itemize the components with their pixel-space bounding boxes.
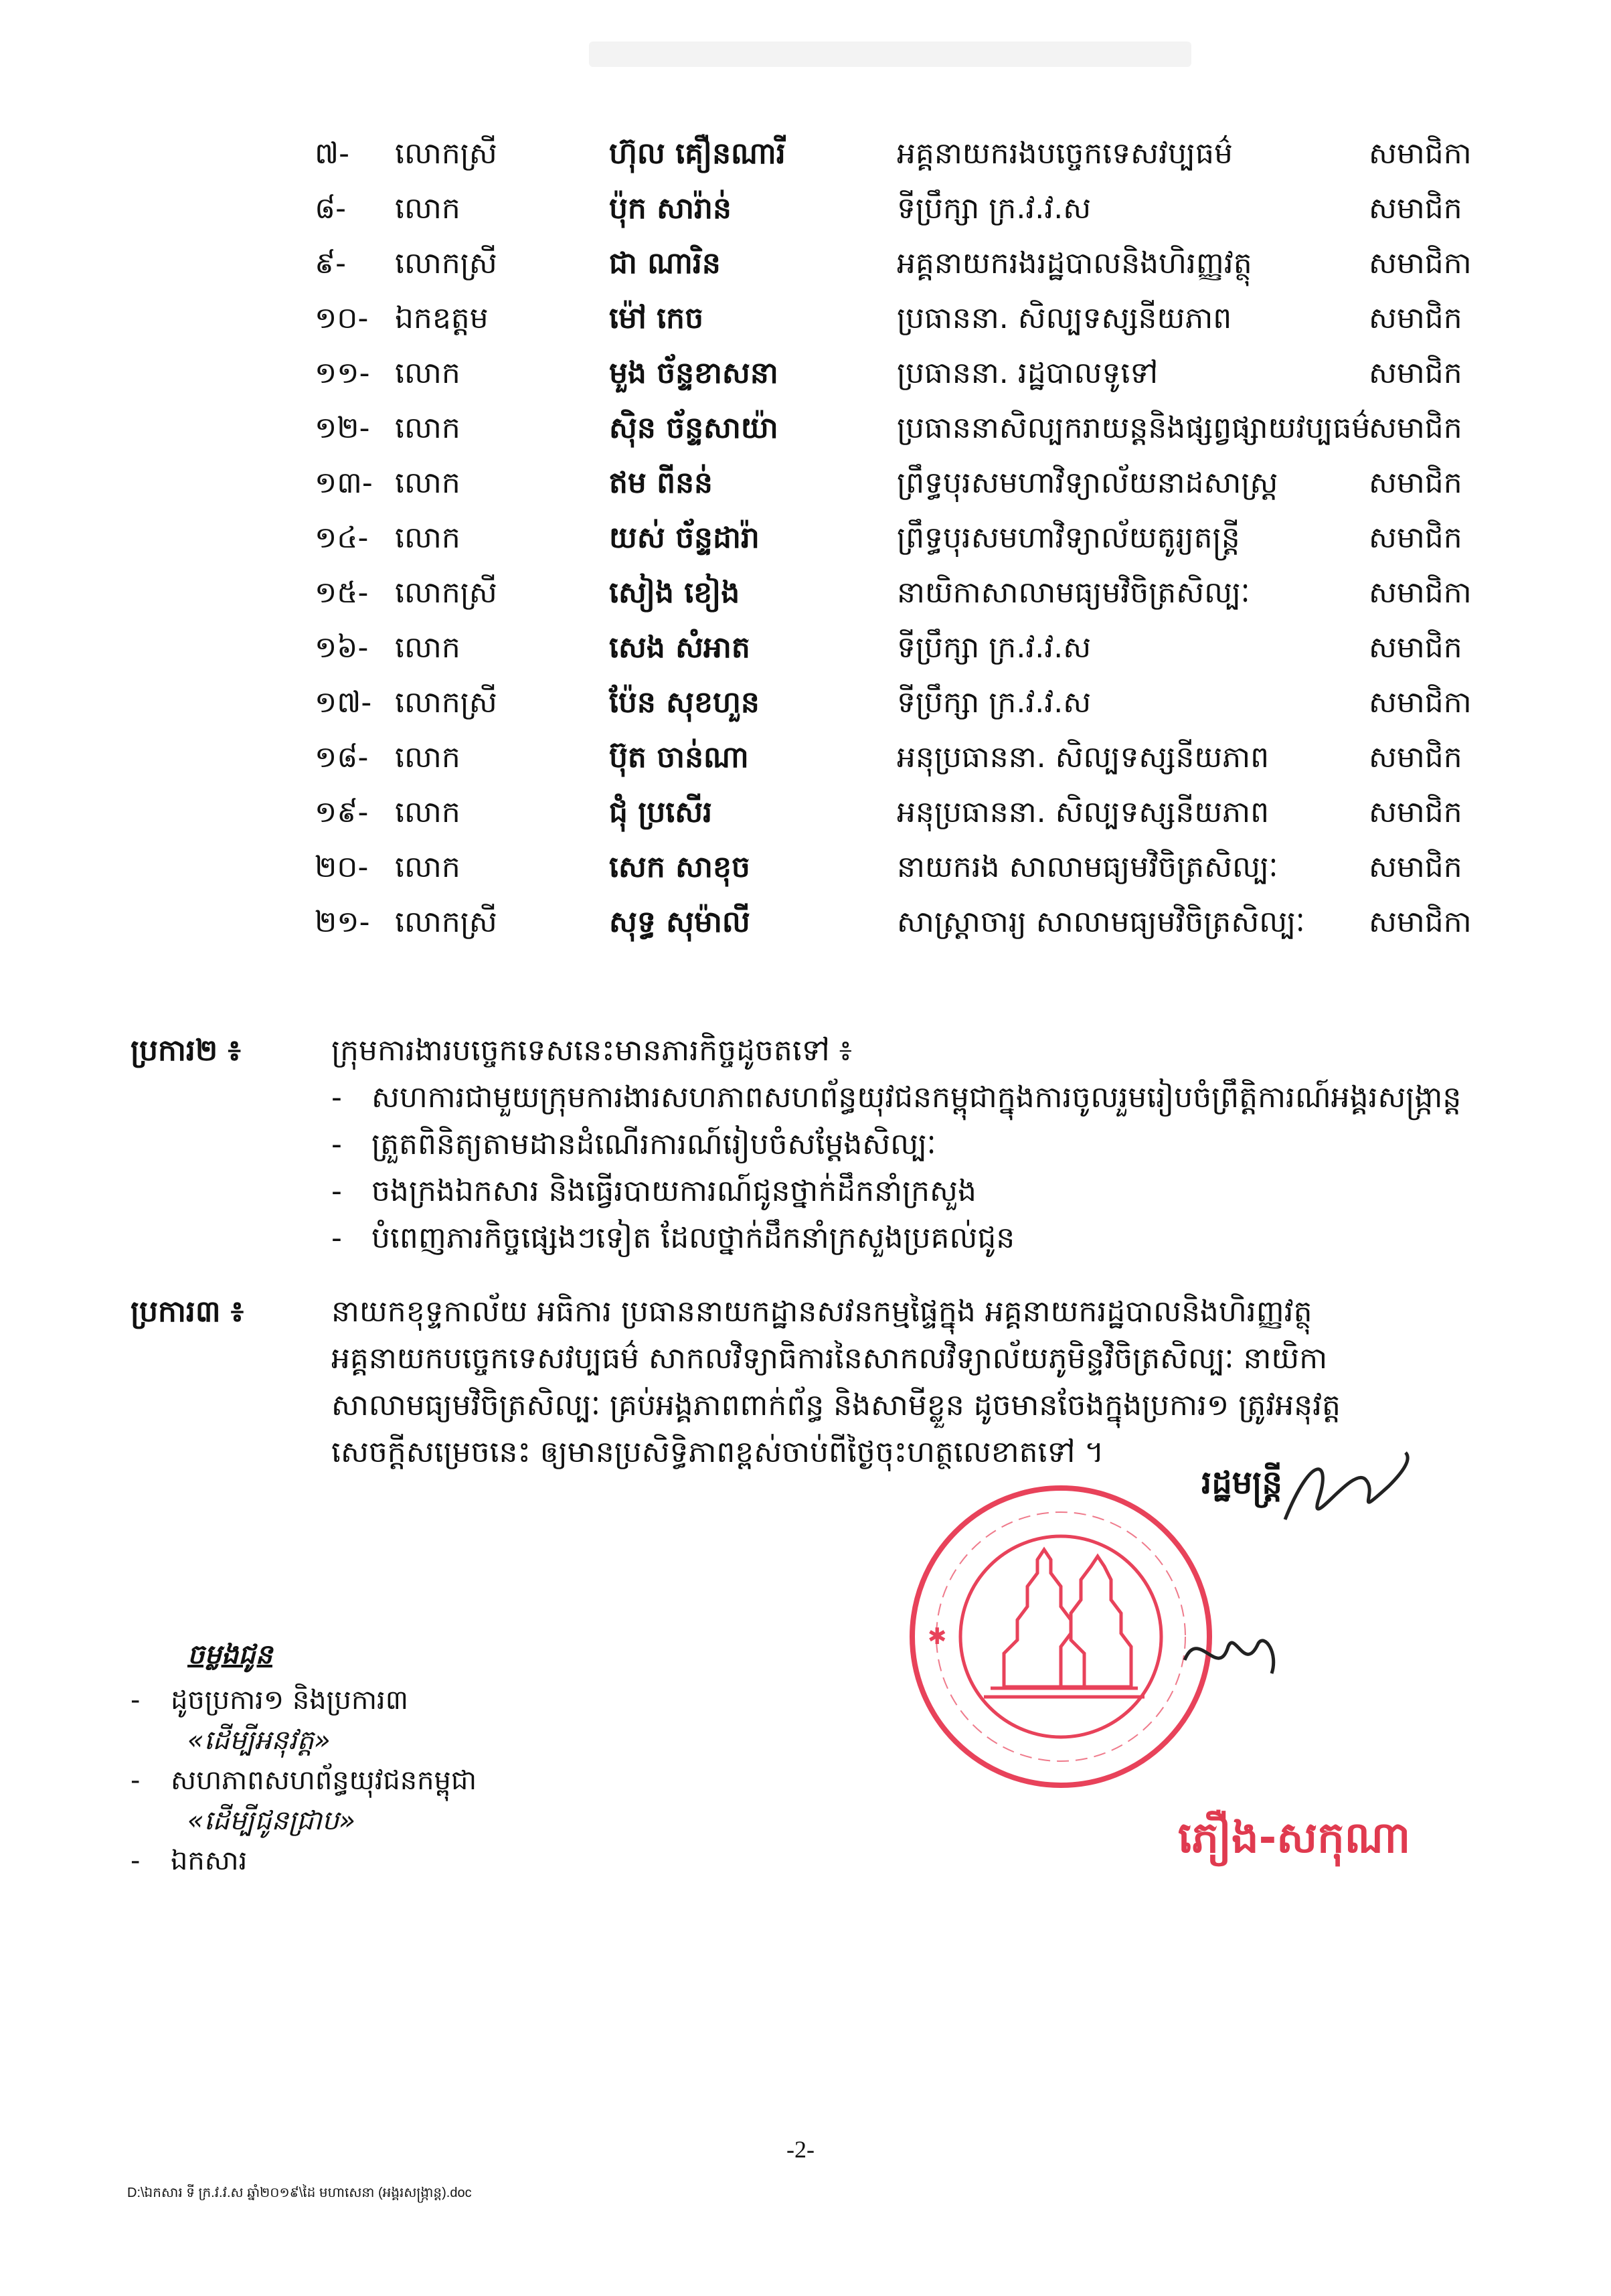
member-title: លោកស្រី bbox=[395, 137, 497, 171]
member-role: សមាជិក bbox=[1369, 466, 1462, 500]
member-number: ១៤- bbox=[315, 521, 369, 555]
signature-scribble bbox=[1272, 1439, 1419, 1546]
member-row bbox=[315, 515, 1493, 562]
initial-scribble bbox=[1178, 1620, 1285, 1694]
member-role: សមាជិក bbox=[1369, 191, 1462, 226]
member-number: ១៥- bbox=[315, 576, 369, 610]
member-title: លោក bbox=[395, 521, 460, 555]
article-2-body bbox=[331, 1028, 1482, 1262]
member-number: ១០- bbox=[315, 301, 369, 335]
member-role: សមាជិក bbox=[1369, 411, 1462, 445]
signer-name: ភឿង-សកុណា bbox=[1178, 1813, 1411, 1863]
member-role: សមាជិក bbox=[1369, 521, 1462, 555]
member-title: លោកស្រី bbox=[395, 905, 497, 939]
member-name: សុទ្ធ សុម៉ាលី bbox=[609, 905, 750, 939]
article-3-line: អគ្គនាយកបច្ចេកទេសវប្បធម៌ សាកលវិទ្យាធិការនៃសាកលវិទ្យាល័យភូមិន្ទវិចិត្រសិល្បៈ នាយិកា bbox=[331, 1341, 1328, 1376]
member-row bbox=[315, 131, 1493, 177]
member-position: សាស្ត្រាចារ្យ សាលាមធ្យមវិចិត្រសិល្បៈ bbox=[897, 905, 1305, 939]
member-name: សេង សំអាត bbox=[609, 631, 750, 665]
member-row bbox=[315, 734, 1493, 781]
article-3-line: នាយកខុទ្ទកាល័យ អធិការ ប្រធាននាយកដ្ឋានសវនកម្មផ្ទៃក្នុង អគ្គនាយករដ្ឋបាលនិងហិរញ្ញវត្ថុ bbox=[331, 1295, 1312, 1329]
distribution-item-note: «ដើម្បីជូនជ្រាប» bbox=[187, 1805, 355, 1836]
member-role: សមាជិកា bbox=[1369, 685, 1472, 720]
distribution-item-text: ដូចប្រការ១ និងប្រការ៣ bbox=[171, 1685, 408, 1716]
member-number: ១៣- bbox=[315, 466, 373, 500]
member-position: ប្រធាននាសិល្បករាយន្តនិងផ្សព្វផ្សាយវប្បធម៌ bbox=[897, 411, 1371, 445]
member-name: ប៊ុត ចាន់ណា bbox=[609, 740, 749, 774]
member-name: មួង ច័ន្ទខាសនា bbox=[609, 356, 778, 390]
member-row bbox=[315, 789, 1493, 836]
member-title: លោក bbox=[395, 356, 460, 390]
member-role: សមាជិក bbox=[1369, 795, 1462, 829]
member-role: សមាជិកា bbox=[1369, 576, 1472, 610]
member-number: ៧- bbox=[315, 137, 349, 171]
task-item: - ចងក្រងឯកសារ និងធ្វើរបាយការណ៍ជូនថ្នាក់ដឹកនាំក្រសួង bbox=[331, 1168, 1482, 1215]
member-title: លោកស្រី bbox=[395, 685, 497, 720]
member-name: សេក សាខុច bbox=[609, 850, 750, 884]
member-position: អនុប្រធាននា. សិល្បទស្សនីយភាព bbox=[897, 795, 1270, 829]
member-role: សមាជិកា bbox=[1369, 137, 1472, 171]
distribution-title: ចម្លងជូន bbox=[187, 1639, 272, 1670]
faded-header-band bbox=[589, 42, 1191, 67]
task-item: - បំពេញភារកិច្ចផ្សេងៗទៀត ដែលថ្នាក់ដឹកនាំក្រសួងប្រគល់ជូន bbox=[331, 1215, 1482, 1262]
member-name: ឥម ពីនន់ bbox=[609, 466, 713, 500]
minister-title: រដ្ឋមន្ត្រី bbox=[1201, 1464, 1282, 1501]
member-row bbox=[315, 460, 1493, 507]
member-title: លោក bbox=[395, 631, 460, 665]
task-item: - ត្រួតពិនិត្យតាមដានដំណើរការណ៍រៀបចំសម្តែងសិល្បៈ bbox=[331, 1121, 1482, 1168]
article-3-line: សេចក្តីសម្រេចនេះ ឲ្យមានប្រសិទ្ធិភាពខ្ពស់ចាប់ពីថ្ងៃចុះហត្ថលេខាតទៅ ។ bbox=[331, 1435, 1104, 1469]
member-row bbox=[315, 899, 1493, 946]
distribution-item-text: ឯកសារ bbox=[171, 1846, 248, 1876]
member-title: លោក bbox=[395, 466, 460, 500]
member-title: លោក bbox=[395, 411, 460, 445]
member-name: សៀង ខៀង bbox=[609, 576, 740, 610]
member-title: លោកស្រី bbox=[395, 576, 497, 610]
member-position: អគ្គនាយករងរដ្ឋបាលនិងហិរញ្ញវត្ថុ bbox=[897, 246, 1252, 280]
member-name: ហ៊ុល គឿនណារី bbox=[609, 137, 786, 171]
article-2-intro: ក្រុមការងារបច្ចេកទេសនេះមានភារកិច្ចដូចតទៅ ៖ bbox=[331, 1034, 852, 1068]
member-role: សមាជិក bbox=[1369, 356, 1462, 390]
distribution-item-note: «ដើម្បីអនុវត្ត» bbox=[187, 1725, 331, 1756]
member-title: ឯកឧត្តម bbox=[395, 301, 489, 335]
member-position: នាយករង សាលាមធ្យមវិចិត្រសិល្បៈ bbox=[897, 850, 1278, 884]
member-name: ជា ណារិន bbox=[609, 246, 721, 280]
member-role: សមាជិក bbox=[1369, 301, 1462, 335]
document-page: ៧- លោកស្រី ហ៊ុល គឿនណារី អគ្គនាយករងបច្ចេកទេសវប្បធម៌ សមាជិកា ៨- លោក ប៉ុក សារ៉ាន់ ទីប្រឹក្សា ក្រ.វ.វ.ស សមាជិក ៩- លោកស្រី ជា ណារិន អគ្គនាយករងរដ្ឋបាលនិងហិរញ្ញវត្ថុ សមាជិកា ១០- ឯកឧត្តម ម៉ៅ កេច ប្រធាននា. សិល្បទស្សនីយភាព សមាជិក ១១- លោក មួង ច័ន្ទខាសនា ប្រធាននា. រដ្ឋបាលទូទៅ សមាជិក ១២- លោក ស៊ិន ច័ន្ទសាយ៉ា ប្រធាននាសិល្បករាយន្តនិងផ្សព្វផ្សាយវប្បធម៌ សមាជិក ១៣- លោក ឥម ពីនន់ ព្រឹទ្ធបុរសមហាវិទ្យាល័យនាដសាស្ត្រ សមាជិក ១៤- លោក យស់ ច័ន្ទដារ៉ា ព្រឹទ្ធបុរសមហាវិទ្យាល័យតូរ្យតន្ត្រី សមាជិក ១៥- លោកស្រី សៀង ខៀង នាយិកាសាលាមធ្យមវិចិត្រសិល្បៈ សមាជិកា ១៦- លោក សេង សំអាត ទីប្រឹក្សា ក្រ.វ.វ.ស សមាជិក ១៧- លោកស្រី ប៉ែន សុខហួន ទីប្រឹក្សា ក្រ.វ.វ.ស សមាជិកា ១៨- លោក ប៊ុត ចាន់ណា អនុប្រធាននា. សិល្បទស្សនីយភាព សមាជិក ១៩- លោក ជុំ ប្រសើរ អនុប្រធាននា. សិល្បទស្សនីយភាព សមាជិក ២០- លោក សេក សាខុច នាយករង សាលាមធ្យមវិចិត្រសិល្បៈ សមាជិក ២១- លោកស្រី សុទ្ធ សុម៉ាលី សាស្ត្រាចារ្យ សាលាមធ្យមវិចិត្រសិល្បៈ សមាជិកា ប្រការ២ ៖ ក្រុមការងារបច្ចេកទេសនេះមានភារកិច្ចដូចតទៅ ៖ - សហការជាមួយក្រុមការងារសហភាពសហព័ន្ធយុវជនកម្ពុជាក្នុងការចូលរួមរៀបចំព្រឹត្តិការណ៍អង្គរសង្ក្រាន្ត - ត្រួតពិនិត្យតាមដានដំណើរការណ៍រៀបចំសម្តែងសិល្បៈ - ចងក្រងឯកសារ និងធ្វើរបាយការណ៍ជូនថ្នាក់ដឹកនាំក្រសួង - បំពេញភារកិច្ចផ្សេងៗទៀត ដែលថ្នាក់ដឹកនាំក្រសួងប្រគល់ជូន ប្រការ៣ ៖ នាយកខុទ្ទកាល័យ អធិការ ប្រធាននាយកដ្ឋានសវនកម្មផ្ទៃក្នុង អគ្គនាយករដ្ឋបាលនិងហិរញ្ញវត្ថុ អគ្គនាយកបច្ចេកទេសវប្បធម៌ សាកលវិទ្យាធិការនៃសាកលវិទ្យាល័យភូមិន្ទវិចិត្រសិល្បៈ នាយិកា សាលាមធ្យមវិចិត្រសិល្បៈ គ្រប់អង្គភាពពាក់ព័ន្ធ និងសាមីខ្លួន ដូចមានចែងក្នុងប្រការ១ ត្រូវអនុវត្ត សេចក្តីសម្រេចនេះ ឲ្យមានប្រសិទ្ធិភាពខ្ពស់ចាប់ពីថ្ងៃចុះហត្ថលេខាតទៅ ។ ✱ រដ្ឋមន្ត្រី ភឿង-សកុណា ចម្លងជូន - ដូចប្រការ១ និងប្រការ៣ «ដើម្បីអនុវត្ត» - សហភាពសហព័ន្ធយុវជនកម្ពុជា «ដើម្បីជូនជ្រាប» - ឯកសារ -2- D:\ឯកសារ ទី ក្រ.វ.វ.ស ឆ្នាំ២០១៩\ដៃ មហាសេនា (អង្គរសង្ក្រាន្ត).doc bbox=[0, 0, 1611, 2296]
member-title: លោកស្រី bbox=[395, 246, 497, 280]
member-title: លោក bbox=[395, 191, 460, 226]
member-row bbox=[315, 625, 1493, 671]
article-2-task-list bbox=[331, 1074, 1482, 1262]
member-name: ប៉ុក សារ៉ាន់ bbox=[609, 191, 732, 226]
member-number: ២០- bbox=[315, 850, 369, 884]
member-position: អនុប្រធាននា. សិល្បទស្សនីយភាព bbox=[897, 740, 1270, 774]
member-role: សមាជិក bbox=[1369, 631, 1462, 665]
member-number: ៨- bbox=[315, 191, 347, 226]
article-2-label: ប្រការ២ ៖ bbox=[131, 1034, 241, 1068]
member-row bbox=[315, 295, 1493, 342]
member-name: យស់ ច័ន្ទដារ៉ា bbox=[609, 521, 760, 555]
page-number: -2- bbox=[786, 2136, 815, 2163]
member-title: លោក bbox=[395, 795, 460, 829]
member-position: ប្រធាននា. រដ្ឋបាលទូទៅ bbox=[897, 356, 1159, 390]
member-row bbox=[315, 679, 1493, 726]
member-title: លោក bbox=[395, 740, 460, 774]
member-title: លោក bbox=[395, 850, 460, 884]
member-row bbox=[315, 350, 1493, 397]
official-seal-stamp bbox=[904, 1479, 1218, 1794]
member-number: ៩- bbox=[315, 246, 347, 280]
member-number: ១៨- bbox=[315, 740, 369, 774]
member-row bbox=[315, 844, 1493, 891]
member-role: សមាជិក bbox=[1369, 850, 1462, 884]
member-role: សមាជិក bbox=[1369, 740, 1462, 774]
member-position: ទីប្រឹក្សា ក្រ.វ.វ.ស bbox=[897, 685, 1092, 720]
member-row bbox=[315, 405, 1493, 452]
member-row bbox=[315, 240, 1493, 287]
member-number: ១១- bbox=[315, 356, 370, 390]
member-number: ២១- bbox=[315, 905, 370, 939]
article-3-line: សាលាមធ្យមវិចិត្រសិល្បៈ គ្រប់អង្គភាពពាក់ព័ន្ធ និងសាមីខ្លួន ដូចមានចែងក្នុងប្រការ១ ត្រូវអនុវត្ត bbox=[331, 1388, 1341, 1422]
distribution-item-text: សហភាពសហព័ន្ធយុវជនកម្ពុជា bbox=[171, 1765, 477, 1796]
member-position: នាយិកាសាលាមធ្យមវិចិត្រសិល្បៈ bbox=[897, 576, 1250, 610]
member-number: ១៩- bbox=[315, 795, 369, 829]
member-number: ១២- bbox=[315, 411, 370, 445]
task-item: - សហការជាមួយក្រុមការងារសហភាពសហព័ន្ធយុវជនកម្ពុជាក្នុងការចូលរួមរៀបចំព្រឹត្តិការណ៍អង្គរសង្ក្រាន្ត bbox=[331, 1074, 1482, 1121]
member-row bbox=[315, 185, 1493, 232]
member-position: ប្រធាននា. សិល្បទស្សនីយភាព bbox=[897, 301, 1232, 335]
member-number: ១៦- bbox=[315, 631, 369, 665]
svg-text:✱: ✱ bbox=[928, 1623, 947, 1650]
member-position: ព្រឹទ្ធបុរសមហាវិទ្យាល័យនាដសាស្ត្រ bbox=[897, 466, 1278, 500]
member-row bbox=[315, 570, 1493, 617]
member-position: ទីប្រឹក្សា ក្រ.វ.វ.ស bbox=[897, 191, 1092, 226]
member-position: អគ្គនាយករងបច្ចេកទេសវប្បធម៌ bbox=[897, 137, 1233, 171]
member-name: ម៉ៅ កេច bbox=[609, 301, 704, 335]
member-name: ប៉ែន សុខហួន bbox=[609, 685, 760, 720]
member-name: ស៊ិន ច័ន្ទសាយ៉ា bbox=[609, 411, 778, 445]
member-role: សមាជិកា bbox=[1369, 246, 1472, 280]
member-position: ទីប្រឹក្សា ក្រ.វ.វ.ស bbox=[897, 631, 1092, 665]
member-number: ១៧- bbox=[315, 685, 372, 720]
member-name: ជុំ ប្រសើរ bbox=[609, 795, 713, 829]
member-role: សមាជិកា bbox=[1369, 905, 1472, 939]
file-path-footer: D:\ឯកសារ ទី ក្រ.វ.វ.ស ឆ្នាំ២០១៩\ដៃ មហាសេនា (អង្គរសង្ក្រាន្ត).doc bbox=[127, 2186, 472, 2200]
article-3-label: ប្រការ៣ ៖ bbox=[131, 1295, 244, 1329]
member-position: ព្រឹទ្ធបុរសមហាវិទ្យាល័យតូរ្យតន្ត្រី bbox=[897, 521, 1240, 555]
